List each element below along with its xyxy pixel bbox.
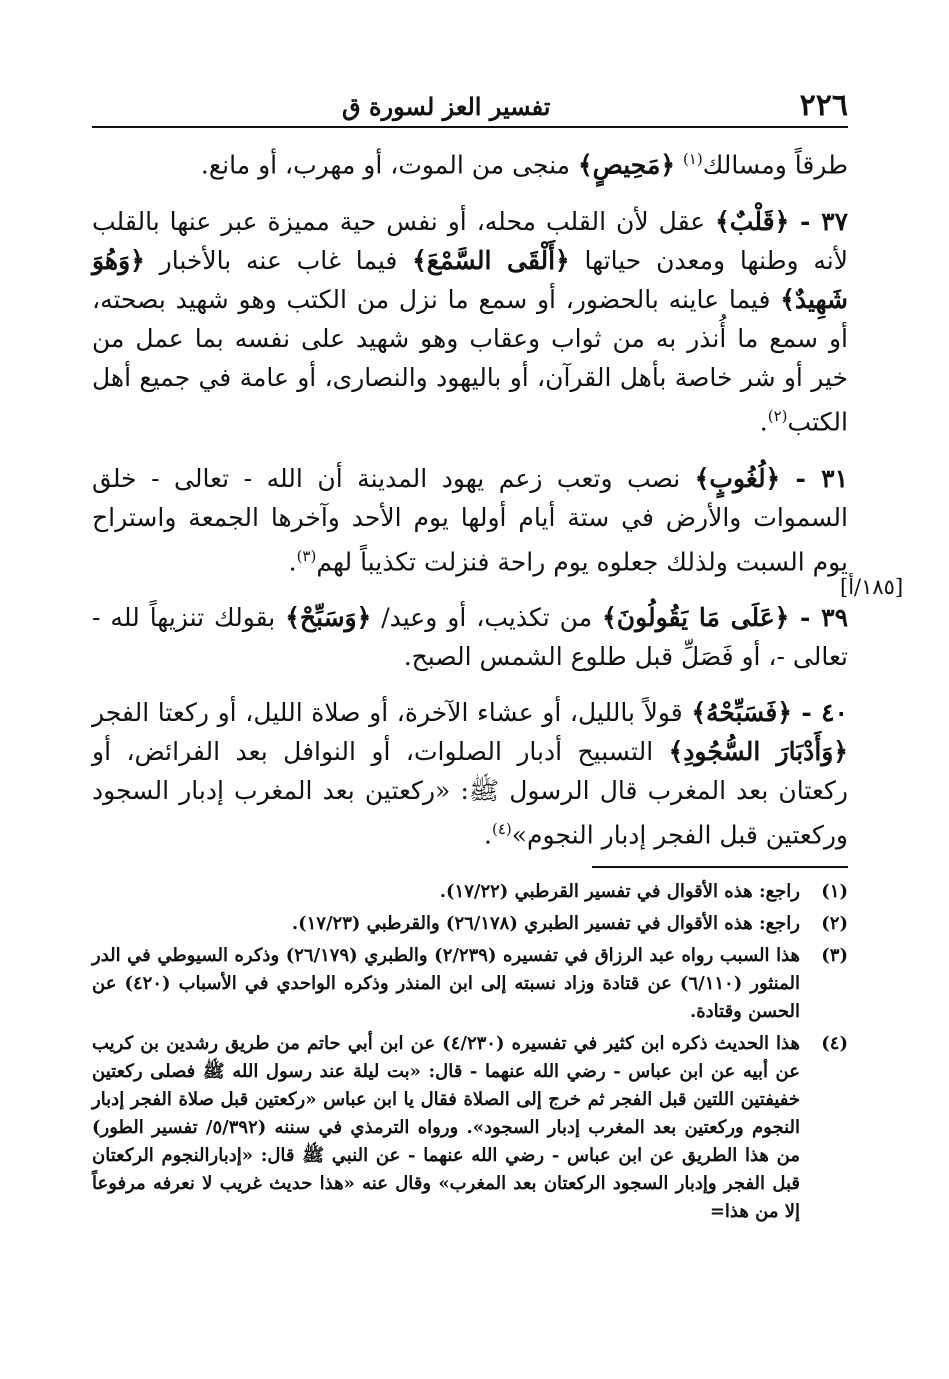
page-number: ٢٢٦: [799, 88, 848, 123]
footnote-reference: (٢): [767, 407, 788, 426]
text-segment: فيما غاب عنه بالأخبار: [144, 246, 413, 276]
footnote-number: (١): [821, 881, 848, 902]
verse-number: ٤٠ -: [791, 697, 848, 727]
verse-number: ٣١ -: [780, 463, 848, 493]
footnote-item: [92, 910, 848, 938]
footnote-separator: [592, 866, 848, 868]
text-segment: طرقاً ومسالك: [702, 150, 848, 180]
footnote-reference: (٤): [491, 819, 512, 838]
margin-folio-note: [١٨٥/أ]: [840, 575, 904, 599]
footnote-item: [92, 878, 848, 906]
running-title: تفسير العز لسورة ق: [342, 92, 551, 121]
footnote-reference: (١): [682, 150, 703, 168]
paragraph-continuation: [92, 140, 848, 184]
footnote-number: (٤): [821, 1033, 848, 1054]
quran-term: ﴿أَلْقَى السَّمْعَ﴾: [412, 246, 570, 276]
footnote-item: [92, 942, 848, 1026]
paragraph-verse-38: [92, 459, 848, 581]
paragraph-verse-39: [92, 598, 848, 676]
footnote-number: (٢): [821, 913, 848, 934]
text-segment: التسبيح أدبار الصلوات، أو النوافل بعد الفرائض، أو ركعتان بعد المغرب قال الرسول ﷺ: «ركعتين بعد المغرب إدبار السجود وركعتين قبل الفجر إدبار النجوم»: [92, 736, 848, 850]
text-segment: .: [288, 546, 297, 576]
footnote-text: هذا السبب رواه عبد الرزاق في تفسيره (٢/٢٣٩) والطبري (٢٦/١٧٩) وذكره السيوطي في الدر المنثور (٦/١١٠) عن قتادة وزاد نسبته إلى ابن المنذر وذكره الواحدي في الأسباب (٤٢٠) عن الحسن وقتادة.: [92, 945, 801, 1022]
text-segment: نصب وتعب زعم يهود المدينة أن الله - تعالى - خلق السموات والأرض في ستة أيام أولها يوم الأحد وآخرها الجمعة واستراح يوم السبت ولذلك جعلوه يوم راحة فنزلت تكذيباً لهم: [92, 463, 848, 576]
text-segment: .: [759, 407, 768, 437]
paragraph-verse-37: [92, 202, 848, 441]
footnote-item: [92, 1030, 848, 1226]
quran-term: ﴿لُغُوبٍ﴾: [694, 463, 781, 493]
paragraph-verse-40: [92, 693, 848, 854]
text-segment: .: [484, 820, 492, 850]
page-header: [92, 88, 848, 128]
text-segment: قولاً بالليل، أو عشاء الآخرة، أو صلاة الليل، أو ركعتا الفجر: [92, 697, 692, 727]
footnotes: [92, 878, 848, 1230]
quran-term: ﴿قَلْبٌ﴾: [715, 207, 790, 237]
text-segment: فيما عاينه بالحضور، أو سمع ما نزل من الكتب وهو شهيد بصحته، أو سمع ما أُنذر به من ثواب وعقاب وهو شهيد على نفسه بما عمل من خير أو شر خاصة بأهل القرآن، أو باليهود والنصارى، أو عامة في جميع أهل الكتب: [92, 285, 848, 437]
quran-term: ﴿فَسَبِّحْهُ﴾: [691, 697, 792, 727]
main-text: [92, 140, 848, 871]
footnote-text: هذا الحديث ذكره ابن كثير في تفسيره (٤/٢٣٠) عن ابن أبي حاتم من طريق رشدين بن كريب عن أبيه عن ابن عباس - رضي الله عنهما - قال: «بت ليلة عند رسول الله ﷺ فصلى ركعتين خفيفتين اللتين قبل الفجر ثم خرج إلى الصلاة فقال يا ابن عباس «ركعتين قبل صلاة الفجر إدبار النجوم وركعتين بعد المغرب إدبار السجود». ورواه الترمذي في سننه (٥/٣٩٢/ تفسير الطور) من هذا الطريق عن ابن عباس - رضي الله عنهما - عن النبي ﷺ قال: «إدبارالنجوم الركعتان قبل الفجر وإدبار السجود الركعتان بعد المغرب» وقال عنه «هذا حديث غريب لا نعرفه مرفوعاً إلا من هذا=: [92, 1033, 800, 1222]
header-rule: [92, 126, 848, 128]
quran-term: ﴿وَأَدْبَارَ السُّجُودِ﴾: [668, 736, 848, 766]
quran-term: ﴿وَهُوَ شَهِيدٌ﴾: [92, 246, 848, 315]
footnote-reference: (٣): [296, 546, 317, 565]
quran-term: ﴿عَلَى مَا يَقُولُونَ﴾: [602, 602, 790, 632]
footnote-text: راجع: هذه الأقوال في تفسير القرطبي (١٧/٢٢).: [439, 881, 800, 902]
quran-term: ﴿وَسَبِّحْ﴾: [285, 602, 372, 632]
quran-term: ﴿مَحِيصٍ﴾: [577, 150, 675, 180]
text-segment: عقل لأن القلب محله، أو نفس حية مميزة عبر عنها بالقلب لأنه وطنها ومعدن حياتها: [92, 207, 849, 276]
verse-number: ٣٩ -: [789, 602, 848, 632]
footnote-text: راجع: هذه الأقوال في تفسير الطبري (٢٦/١٧٨) والقرطبي (١٧/٢٣).: [291, 913, 800, 934]
verse-number: ٣٧ -: [789, 207, 848, 237]
footnote-number: (٣): [821, 945, 848, 966]
text-segment: منجى من الموت، أو مهرب، أو مانع.: [200, 150, 578, 180]
text-segment: من تكذيب، أو وعيد/: [371, 602, 603, 632]
text-segment: بقولك تنزيهاً لله - تعالى -، أو فَصَلِّ قبل طلوع الشمس الصبح.: [92, 602, 848, 671]
